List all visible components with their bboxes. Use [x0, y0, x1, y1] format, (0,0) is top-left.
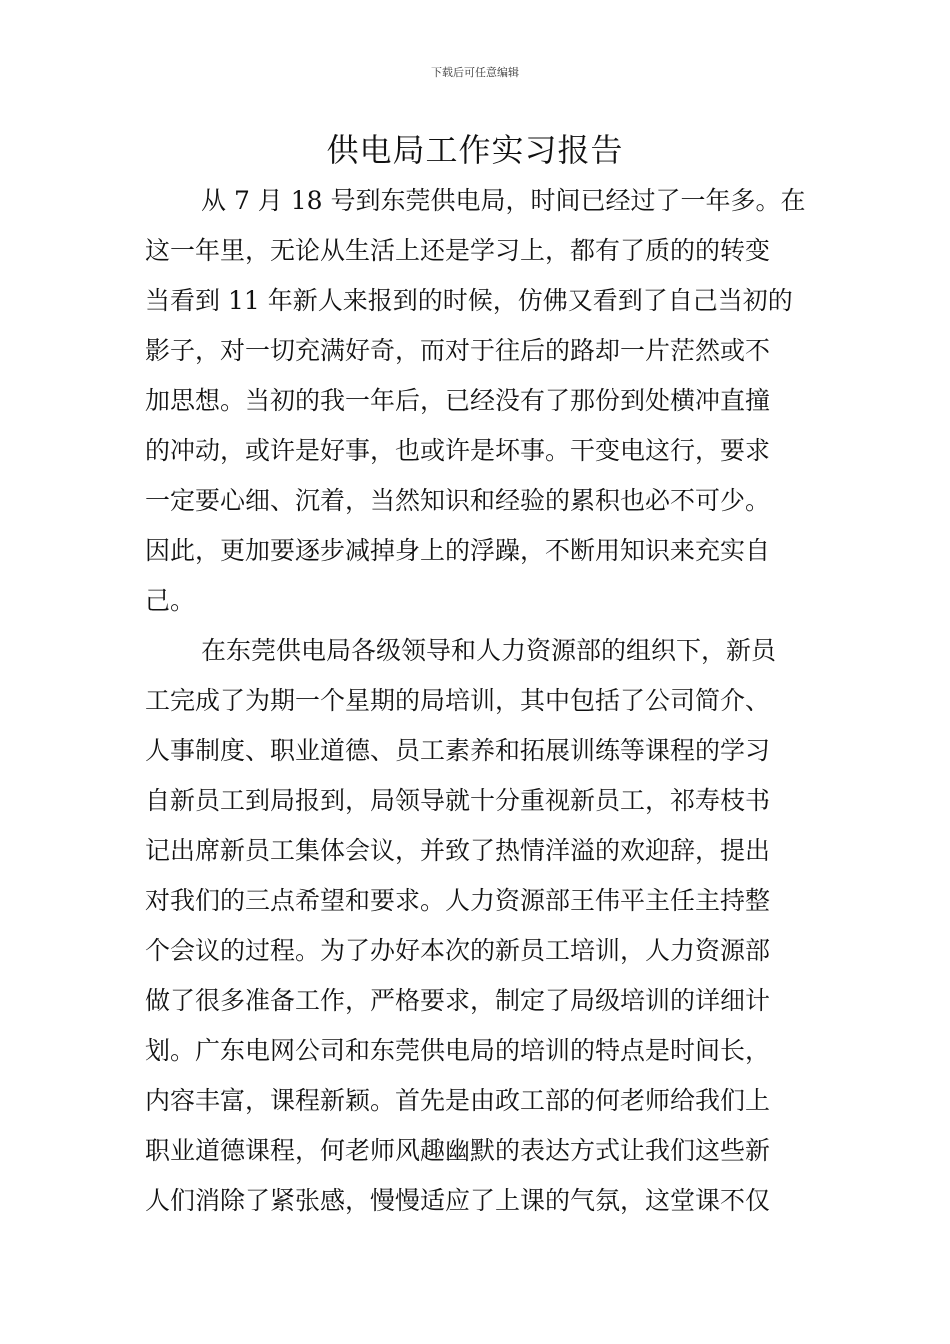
- text-line: 的冲动，或许是好事，也或许是坏事。干变电这行，要求: [145, 436, 771, 465]
- paragraph-1: [145, 176, 810, 626]
- text-line: 内容丰富，课程新颖。首先是由政工部的何老师给我们上: [145, 1086, 771, 1115]
- text-line: 自新员工到局报到，局领导就十分重视新员工，祁寿枝书: [145, 786, 771, 815]
- text-line: 这一年里，无论从生活上还是学习上，都有了质的的转变: [145, 236, 771, 265]
- text-line: 因此，更加要逐步减掉身上的浮躁，不断用知识来充实自: [145, 536, 771, 565]
- header-note: 下载后可任意编辑: [431, 66, 519, 79]
- text-line: 一定要心细、沉着，当然知识和经验的累积也必不可少。: [145, 486, 771, 515]
- text-line: 记出席新员工集体会议，并致了热情洋溢的欢迎辞，提出: [145, 836, 771, 865]
- text-line: 从 7 月 18 号到东莞供电局，时间已经过了一年多。在: [201, 186, 806, 215]
- document-body: [145, 176, 810, 1226]
- text-line: 工完成了为期一个星期的局培训，其中包括了公司简介、: [145, 686, 771, 715]
- text-line: 人事制度、职业道德、员工素养和拓展训练等课程的学习: [145, 736, 771, 765]
- text-line: 影子，对一切充满好奇，而对于往后的路却一片茫然或不: [145, 336, 771, 365]
- text-line: 做了很多准备工作，严格要求，制定了局级培训的详细计: [145, 986, 771, 1015]
- text-line: 人们消除了紧张感，慢慢适应了上课的气氛，这堂课不仅: [145, 1186, 771, 1215]
- text-line: 划。广东电网公司和东莞供电局的培训的特点是时间长，: [145, 1036, 771, 1065]
- paragraph-2: [145, 626, 810, 1226]
- text-line: 在东莞供电局各级领导和人力资源部的组织下，新员: [201, 636, 777, 665]
- text-line: 己。: [145, 586, 196, 615]
- text-line: 个会议的过程。为了办好本次的新员工培训，人力资源部: [145, 936, 771, 965]
- text-line: 职业道德课程，何老师风趣幽默的表达方式让我们这些新: [145, 1136, 771, 1165]
- document-title: 供电局工作实习报告: [326, 131, 624, 169]
- text-line: 对我们的三点希望和要求。人力资源部王伟平主任主持整: [145, 886, 771, 915]
- text-line: 加思想。当初的我一年后，已经没有了那份到处横冲直撞: [145, 386, 771, 415]
- text-line: 当看到 11 年新人来报到的时候，仿佛又看到了自己当初的: [145, 286, 793, 315]
